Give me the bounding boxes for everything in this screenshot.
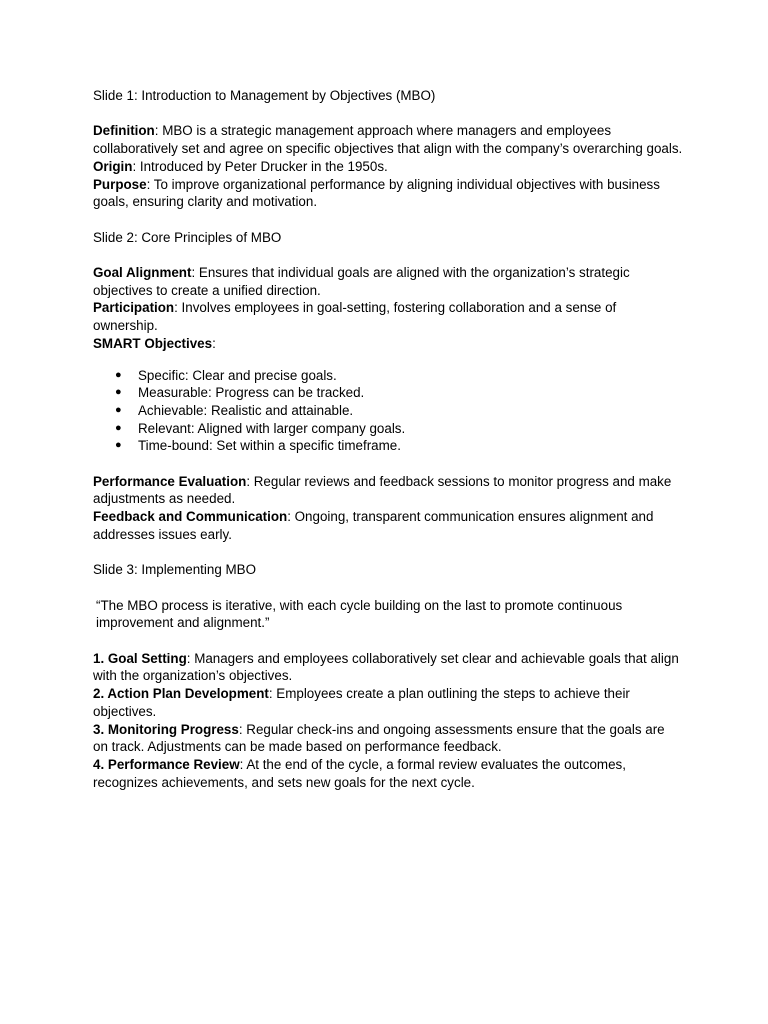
performance-evaluation-label: Performance Evaluation [93, 473, 247, 489]
feedback-text: : Ongoing, transparent communication ensures alignment and addresses issues early. [93, 509, 654, 542]
step-paragraph [93, 721, 683, 756]
spacer [93, 211, 683, 229]
feedback-label: Feedback and Communication [93, 509, 288, 525]
goal-alignment-text: : Ensures that individual goals are aligned with the organization’s strategic objectives to create a unified direction. [93, 264, 630, 298]
origin-label: Origin [93, 158, 133, 174]
slide3-title: Slide 3: Implementing MBO [93, 562, 256, 578]
smart-item-text: Measurable: Progress can be tracked. [138, 385, 365, 401]
bullet-icon: ● [115, 368, 122, 381]
spacer [93, 455, 683, 473]
purpose-label: Purpose [93, 176, 147, 192]
list-item [93, 367, 683, 385]
smart-colon: : [212, 335, 216, 351]
step-text: : Regular check-ins and ongoing assessments ensure that the goals are on track. Adjustments can be made based on performance feedback. [93, 721, 665, 755]
bullet-icon: ● [115, 403, 122, 416]
spacer [93, 105, 683, 123]
slide2-title: Slide 2: Core Principles of MBO [93, 229, 282, 245]
mbo-quote: “The MBO process is iterative, with each cycle building on the last to promote continuous improvement and alignment.” [96, 597, 623, 631]
step-label: 2. Action Plan Development [93, 686, 269, 702]
spacer [93, 632, 683, 650]
list-item [93, 402, 683, 420]
smart-item-text: Time-bound: Set within a specific timeframe. [138, 438, 401, 454]
step-label: 1. Goal Setting [93, 650, 187, 666]
performance-evaluation-paragraph [93, 473, 683, 508]
smart-list [93, 367, 683, 456]
step-label: 3. Monitoring Progress [93, 721, 239, 737]
performance-evaluation-text: : Regular reviews and feedback sessions to monitor progress and make adjustments as needed. [93, 473, 672, 507]
slide1-title: Slide 1: Introduction to Management by Objectives (MBO) [93, 88, 436, 103]
participation-label: Participation [93, 300, 175, 316]
bullet-icon: ● [115, 386, 122, 399]
origin-text: : Introduced by Peter Drucker in the 1950s. [132, 158, 388, 174]
smart-heading [93, 335, 683, 353]
list-item [93, 384, 683, 402]
participation-paragraph [93, 299, 683, 334]
step-label: 4. Performance Review [93, 756, 240, 772]
bullet-icon: ● [115, 421, 122, 434]
goal-alignment-paragraph [93, 264, 683, 299]
list-item [93, 420, 683, 438]
smart-item-text: Achievable: Realistic and attainable. [138, 402, 354, 418]
origin-paragraph [93, 158, 683, 176]
document-page [93, 87, 683, 791]
feedback-paragraph [93, 508, 683, 543]
spacer [93, 544, 683, 562]
step-paragraph [93, 685, 683, 720]
smart-item-text: Relevant: Aligned with larger company goals. [138, 420, 406, 436]
step-paragraph [93, 650, 683, 685]
step-text: : At the end of the cycle, a formal review evaluates the outcomes, recognizes achievements, and sets new goals for the next cycle. [93, 756, 626, 790]
goal-alignment-label: Goal Alignment [93, 264, 192, 280]
smart-label: SMART Objectives [93, 335, 213, 351]
step-paragraph [93, 756, 683, 791]
spacer [93, 246, 683, 264]
participation-text: : Involves employees in goal-setting, fostering collaboration and a sense of ownership. [93, 300, 617, 334]
definition-paragraph [93, 122, 683, 157]
purpose-text: : To improve organizational performance by aligning individual objectives with business goals, ensuring clarity and motivation. [93, 176, 660, 210]
smart-item-text: Specific: Clear and precise goals. [138, 367, 337, 383]
spacer [93, 579, 683, 597]
definition-label: Definition [93, 123, 155, 139]
purpose-paragraph [93, 176, 683, 211]
definition-text: : MBO is a strategic management approach where managers and employees collaboratively set and agree on specific objectives that align with the company’s overarching goals. [93, 123, 683, 157]
step-text: : Employees create a plan outlining the steps to achieve their objectives. [93, 686, 630, 719]
list-item [93, 437, 683, 455]
bullet-icon: ● [115, 439, 122, 452]
step-text: : Managers and employees collaboratively set clear and achievable goals that align with the organization’s objectives. [93, 650, 679, 684]
